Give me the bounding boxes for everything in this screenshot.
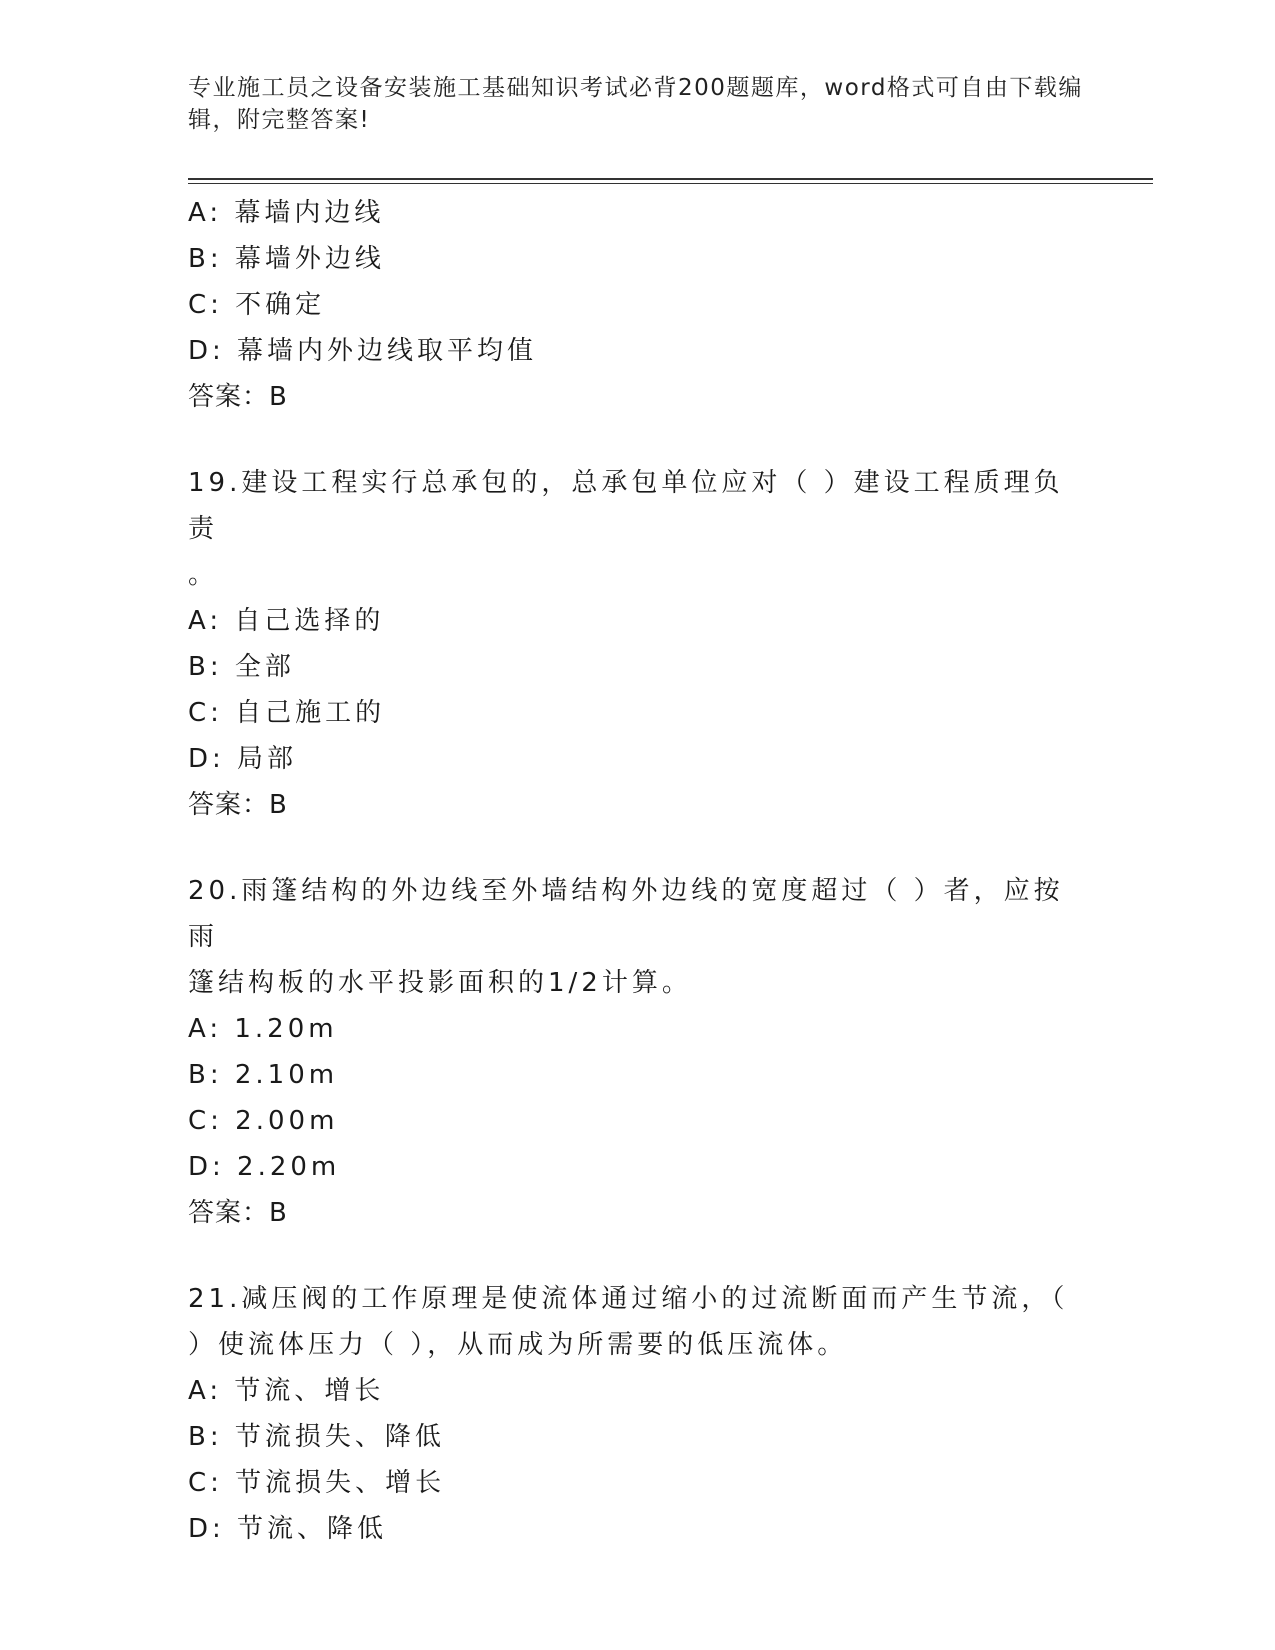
- option-b: B: 幕墙外边线: [188, 244, 385, 274]
- option-a: A: 节流、增长: [188, 1376, 385, 1406]
- question-18: [188, 190, 1088, 420]
- option-d: D: 2.20m: [188, 1152, 341, 1182]
- question-text-continued: 篷结构板的水平投影面积的1/2计算。: [188, 968, 692, 998]
- question-text-continued: ）使流体压力（ ），从而成为所需要的低压流体。: [188, 1330, 848, 1360]
- option-c: C: 2.00m: [188, 1106, 339, 1136]
- option-b: B: 2.10m: [188, 1060, 339, 1090]
- question-text-continued: 。: [188, 560, 219, 590]
- option-d: D: 节流、降低: [188, 1514, 388, 1544]
- option-b: B: 全部: [188, 652, 295, 682]
- option-c: C: 不确定: [188, 290, 326, 320]
- question-21: [188, 1276, 1088, 1552]
- option-c: C: 自己施工的: [188, 698, 386, 728]
- question-19: [188, 460, 1088, 828]
- question-text: 19.建设工程实行总承包的，总承包单位应对（ ）建设工程质理负责: [188, 468, 1064, 544]
- option-a: A: 幕墙内边线: [188, 198, 385, 228]
- header-rule-thin: [188, 183, 1153, 184]
- option-b: B: 节流损失、降低: [188, 1422, 445, 1452]
- document-body: [188, 190, 1088, 1552]
- option-d: D: 局部: [188, 744, 298, 774]
- option-d: D: 幕墙内外边线取平均值: [188, 336, 538, 366]
- answer: 答案：B: [188, 382, 288, 412]
- question-20: [188, 868, 1088, 1236]
- option-c: C: 节流损失、增长: [188, 1468, 446, 1498]
- header-rule-thick: [188, 178, 1153, 180]
- answer: 答案：B: [188, 1198, 288, 1228]
- question-text: 21.减压阀的工作原理是使流体通过缩小的过流断面而产生节流，（: [188, 1284, 1069, 1314]
- question-text: 20.雨篷结构的外边线至外墙结构外边线的宽度超过（ ）者，应按雨: [188, 876, 1064, 952]
- document-header: 专业施工员之设备安装施工基础知识考试必背200题题库，word格式可自由下载编辑，附完整答案!: [188, 75, 1083, 133]
- option-a: A: 自己选择的: [188, 606, 385, 636]
- option-a: A: 1.20m: [188, 1014, 338, 1044]
- answer: 答案：B: [188, 790, 288, 820]
